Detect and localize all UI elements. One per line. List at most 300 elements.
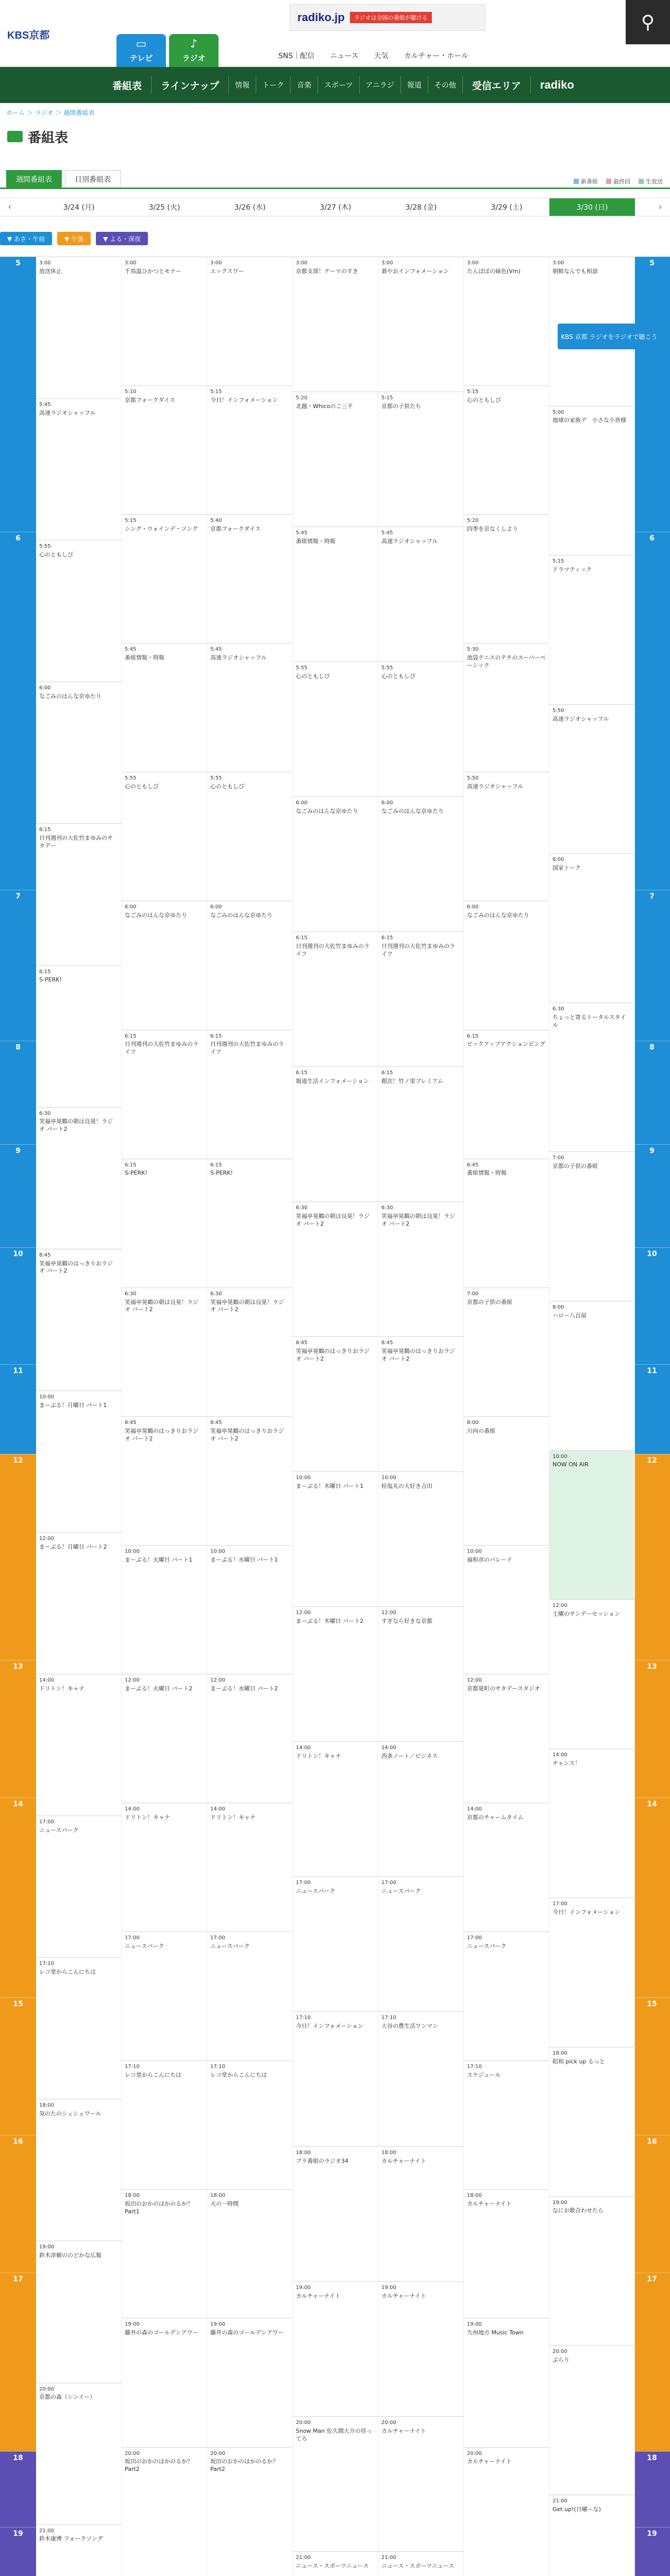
program-cell[interactable] bbox=[293, 1201, 378, 1336]
program-cell[interactable] bbox=[207, 1159, 293, 1287]
program-title[interactable]: 日刊週刊の大佐竹まゆみのライフ bbox=[125, 1041, 198, 1056]
program-cell[interactable] bbox=[378, 392, 464, 527]
program-time: 17:10 bbox=[210, 2064, 225, 2070]
program-cell[interactable] bbox=[293, 1066, 378, 1201]
program-title[interactable]: カルチャーナイト bbox=[467, 2200, 512, 2208]
program-title[interactable]: 昭和 pick up るっと bbox=[552, 2058, 605, 2065]
tab-tv[interactable] bbox=[116, 34, 166, 67]
program-title[interactable]: ニュース・スポーツニュース bbox=[381, 2562, 455, 2569]
program-time: 6:15 bbox=[210, 1033, 222, 1039]
program-title[interactable]: まーぶる！木曜日 パート2 bbox=[296, 1617, 364, 1624]
program-title[interactable]: 国家トーク bbox=[552, 865, 581, 872]
program-title[interactable]: 心のともしび bbox=[39, 551, 73, 558]
program-cell[interactable] bbox=[36, 2383, 122, 2524]
program-title[interactable]: 今日！インフォメーション bbox=[210, 396, 278, 403]
program-title[interactable]: 川向の番組 bbox=[467, 1427, 495, 1434]
program-cell[interactable] bbox=[549, 2196, 635, 2346]
program-cell[interactable] bbox=[122, 514, 207, 643]
program-cell[interactable] bbox=[122, 1674, 207, 1803]
date-tab-5[interactable]: 3/29 (土) bbox=[491, 204, 523, 212]
program-title[interactable]: まーぶる！木曜日 パート1 bbox=[296, 1482, 364, 1489]
program-cell[interactable] bbox=[293, 931, 378, 1066]
program-title[interactable]: なにお歌合わせたら bbox=[552, 2207, 604, 2214]
program-cell[interactable] bbox=[378, 662, 464, 796]
program-title[interactable]: 番組情報・時報 bbox=[467, 1170, 507, 1177]
program-title[interactable]: 心のともしび bbox=[210, 783, 244, 790]
program-title[interactable]: 高速ラジオシャッフル bbox=[467, 783, 524, 790]
program-cell[interactable] bbox=[378, 2416, 464, 2551]
band-morning-button[interactable]: ▼ あさ・午前 bbox=[0, 232, 52, 245]
program-cell[interactable] bbox=[464, 2060, 549, 2189]
tab-daily[interactable]: 日別番組表 bbox=[65, 170, 121, 188]
program-cell[interactable] bbox=[36, 1532, 122, 1674]
program-title[interactable]: 笑福亭晃鶴のはっきりおラジオ パート2 bbox=[381, 1347, 455, 1362]
program-title[interactable]: 京都夏町のサタデースタジオ bbox=[467, 1685, 540, 1692]
program-cell[interactable] bbox=[378, 2011, 464, 2146]
program-cell[interactable] bbox=[36, 257, 122, 398]
program-cell[interactable] bbox=[36, 823, 122, 965]
program-cell[interactable] bbox=[36, 965, 122, 1107]
program-title[interactable]: 笑福亭晃鶴のはっきりおラジオ パート2 bbox=[125, 1427, 198, 1442]
program-title[interactable]: チャンス！ bbox=[552, 1759, 581, 1767]
program-title[interactable]: 天の一時間 bbox=[210, 2200, 239, 2208]
program-cell[interactable] bbox=[378, 2551, 464, 2576]
program-title[interactable]: 京都の子供たち bbox=[381, 402, 421, 410]
program-cell[interactable] bbox=[464, 385, 549, 514]
program-title[interactable]: 番組情報・時報 bbox=[125, 654, 164, 662]
program-title[interactable]: 土曜のサンデーセッション bbox=[552, 1611, 621, 1618]
program-title[interactable]: 心のともしび bbox=[467, 396, 501, 403]
prev-week-icon[interactable]: ‹ bbox=[8, 201, 12, 212]
program-title[interactable]: NOW ON AIR bbox=[552, 1461, 589, 1468]
program-title[interactable]: ドリトン！キャナ bbox=[39, 1685, 85, 1692]
program-cell[interactable] bbox=[36, 1249, 122, 1391]
program-cell[interactable] bbox=[549, 555, 635, 704]
program-cell[interactable] bbox=[293, 796, 378, 931]
program-title[interactable]: ニュースパーク bbox=[210, 1943, 250, 1950]
program-title[interactable]: ドリトン！キャナ bbox=[125, 1814, 170, 1821]
program-title[interactable]: 高速ラジオシャッフル bbox=[39, 409, 96, 416]
program-time: 6:15 bbox=[381, 935, 393, 941]
site-logo[interactable] bbox=[7, 27, 49, 42]
date-tab-6[interactable]: 3/30 (日) bbox=[549, 198, 635, 216]
program-title[interactable]: カルチャーナイト bbox=[381, 2292, 426, 2299]
program-cell[interactable] bbox=[378, 931, 464, 1066]
program-cell[interactable] bbox=[464, 1674, 549, 1803]
program-title[interactable]: プラ番組のラジオ34 bbox=[296, 2157, 348, 2164]
program-title[interactable]: 日刊週刊の大佐竹まゆみのライフ bbox=[210, 1041, 284, 1056]
program-title[interactable]: ハロー八百屋 bbox=[552, 1312, 587, 1319]
program-title[interactable]: 坂田のおかのほかのるか？ Part2 bbox=[210, 2458, 278, 2473]
program-title[interactable]: 京都フォークダイス bbox=[210, 526, 261, 533]
top-link-sns[interactable]: SNS｜配信 bbox=[278, 52, 315, 60]
program-title[interactable]: レコ堂からこんにちは bbox=[210, 2072, 267, 2079]
program-title[interactable]: ニュースパーク bbox=[39, 1826, 79, 1834]
program-cell[interactable] bbox=[36, 1107, 122, 1249]
program-cell[interactable] bbox=[464, 1416, 549, 1545]
program-title[interactable]: S-PERK! bbox=[39, 976, 62, 984]
program-title[interactable]: 四季を京なくしよう bbox=[467, 526, 518, 533]
program-title[interactable]: 京都フォークダイス bbox=[125, 396, 175, 403]
program-title[interactable]: 笑福亭晃鶴のはっきりおラジオ パート2 bbox=[210, 1427, 284, 1442]
program-cell[interactable] bbox=[464, 1159, 549, 1287]
program-title[interactable]: 坂田のおかのほかのるか？ Part1 bbox=[125, 2200, 193, 2215]
program-title[interactable]: 藤井の森のゴールデンアワー bbox=[210, 2329, 284, 2336]
program-cell[interactable] bbox=[36, 682, 122, 823]
program-cell[interactable] bbox=[122, 1416, 207, 1545]
program-title[interactable]: まーぶる！火曜日 パート1 bbox=[125, 1556, 193, 1563]
program-cell[interactable] bbox=[378, 1336, 464, 1471]
program-title[interactable]: ニュースパーク bbox=[296, 1887, 336, 1894]
program-cell[interactable] bbox=[293, 1471, 378, 1606]
program-cell[interactable] bbox=[207, 1545, 293, 1674]
program-title[interactable]: レコ堂からこんにちは bbox=[39, 1969, 96, 1976]
program-title[interactable]: ドリトン！キャナ bbox=[210, 1814, 256, 1821]
program-title[interactable]: なごみのはんな京ゆたり bbox=[39, 693, 102, 700]
hour-label: 13 bbox=[634, 1660, 670, 1798]
program-time: 19:00 bbox=[296, 2285, 311, 2291]
program-title[interactable]: 今日！インフォメーション bbox=[296, 2022, 364, 2029]
program-cell[interactable] bbox=[122, 2447, 207, 2576]
program-cell[interactable] bbox=[122, 2318, 207, 2447]
program-title[interactable]: 桂塩丸の大好き吉田 bbox=[381, 1482, 432, 1489]
next-week-icon[interactable]: › bbox=[658, 201, 662, 212]
program-time: 12:00 bbox=[467, 1677, 482, 1683]
program-title[interactable]: 報道生活インフォメーション bbox=[296, 1077, 370, 1084]
program-cell[interactable] bbox=[378, 2146, 464, 2281]
program-title[interactable]: 高速ラジオシャッフル bbox=[381, 537, 438, 545]
program-title[interactable]: 笑福亭晃鶴のはっきりおラジオ パート2 bbox=[39, 1260, 113, 1275]
program-title[interactable]: 京都の子供の番組 bbox=[552, 1163, 598, 1170]
program-title[interactable]: すぎなら好きな京都 bbox=[381, 1617, 432, 1624]
band-afternoon-button[interactable]: ▼ 午後 bbox=[57, 232, 91, 245]
program-cell[interactable] bbox=[549, 1450, 635, 1600]
program-cell[interactable] bbox=[293, 662, 378, 796]
program-cell[interactable] bbox=[122, 901, 207, 1029]
program-title[interactable]: なごみのはんな京ゆたり bbox=[381, 807, 444, 815]
program-cell[interactable] bbox=[293, 1741, 378, 1876]
schedule-subtabs bbox=[6, 170, 121, 188]
program-title[interactable]: カルチャーナイト bbox=[467, 2458, 512, 2465]
program-cell[interactable] bbox=[207, 772, 293, 901]
program-cell[interactable] bbox=[464, 1803, 549, 1931]
program-title[interactable]: シング・ウォインデ・ソング bbox=[125, 526, 198, 533]
program-title[interactable]: S-PERK! bbox=[210, 1170, 233, 1177]
program-title[interactable]: ドリトン！キャナ bbox=[296, 1752, 341, 1759]
program-cell[interactable] bbox=[122, 385, 207, 514]
program-title[interactable]: カルチャーナイト bbox=[381, 2427, 426, 2434]
program-cell[interactable] bbox=[549, 2047, 635, 2196]
program-time: 21:00 bbox=[39, 2528, 54, 2534]
date-tab-0[interactable]: 3/24 (月) bbox=[63, 204, 95, 212]
top-link-weather[interactable]: 天気 bbox=[374, 52, 389, 60]
program-title[interactable]: 鈴木淳樹ののどかな広報 bbox=[39, 2252, 102, 2259]
breadcrumb[interactable]: ホーム ＞ ラジオ ＞ 週間番組表 bbox=[6, 109, 95, 116]
tab-weekly[interactable]: 週間番組表 bbox=[6, 170, 62, 188]
program-title[interactable]: Get up!(日曜ーな) bbox=[552, 2505, 601, 2513]
program-title[interactable]: スケジュール bbox=[467, 2072, 501, 2079]
program-title[interactable]: ちょっと寄るトータルスタイル bbox=[552, 1013, 626, 1028]
nav-item-info[interactable]: 情報 bbox=[229, 76, 256, 94]
date-tab-4[interactable]: 3/28 (金) bbox=[405, 204, 437, 212]
program-cell[interactable] bbox=[464, 514, 549, 643]
program-cell[interactable] bbox=[549, 1003, 635, 1152]
program-cell[interactable] bbox=[293, 1336, 378, 1471]
program-cell[interactable] bbox=[464, 901, 549, 1029]
nav-item-music[interactable]: 音楽 bbox=[291, 76, 318, 94]
program-title[interactable]: まーぶる！水曜日 パート1 bbox=[210, 1556, 278, 1563]
top-link-culture[interactable]: カルチャー・ホール bbox=[404, 52, 468, 60]
program-title[interactable]: ドラマティック bbox=[552, 566, 592, 573]
program-title[interactable]: ニュースパーク bbox=[467, 1943, 507, 1950]
program-cell[interactable] bbox=[207, 257, 293, 385]
program-cell[interactable] bbox=[122, 1931, 207, 2060]
nav-item-sports[interactable]: スポーツ bbox=[318, 76, 359, 94]
program-title[interactable]: 大谷の農生活ワンマン bbox=[381, 2022, 438, 2029]
nav-item-talk[interactable]: トーク bbox=[256, 76, 291, 94]
hour-label: 19 bbox=[0, 2527, 36, 2576]
program-cell[interactable] bbox=[122, 1545, 207, 1674]
program-title[interactable]: 地球の家族デ 小さな小皆様 bbox=[552, 417, 626, 424]
program-title[interactable]: たんぽぽの緑色(Vm) bbox=[467, 267, 521, 275]
logo-text: KBS京都 bbox=[7, 30, 50, 41]
band-night-button[interactable]: ▼ よる・深夜 bbox=[96, 232, 148, 245]
program-cell[interactable] bbox=[549, 406, 635, 555]
program-title[interactable]: 笑福亭晃鶴の朝は良晃！ラジオ パート2 bbox=[296, 1212, 370, 1227]
program-cell[interactable] bbox=[207, 385, 293, 514]
program-cell[interactable] bbox=[549, 704, 635, 854]
program-title[interactable]: ピックアップアクションピング bbox=[467, 1041, 546, 1048]
program-title[interactable]: 笑福亭晃鶴の朝は良晃！ラジオ パート2 bbox=[210, 1298, 284, 1313]
program-title[interactable]: 京都のチャームタイム bbox=[467, 1814, 524, 1821]
program-cell[interactable] bbox=[293, 257, 378, 392]
hour-label: 14 bbox=[0, 1798, 36, 1997]
top-link-news[interactable]: ニュース bbox=[330, 52, 359, 60]
program-cell[interactable] bbox=[293, 527, 378, 662]
program-cell[interactable] bbox=[293, 2551, 378, 2576]
program-title[interactable]: 高速ラジオシャッフル bbox=[552, 715, 609, 722]
top-links bbox=[278, 50, 468, 61]
program-cell[interactable] bbox=[549, 1151, 635, 1301]
program-title[interactable]: 心のともしび bbox=[125, 783, 159, 790]
program-title[interactable]: なごみのはんな京ゆたり bbox=[210, 912, 273, 919]
program-title[interactable]: 京都の森（シンイー） bbox=[39, 2394, 96, 2401]
program-title[interactable]: 西条ノート／ビジネス bbox=[381, 1752, 438, 1759]
program-title[interactable]: 笑福亭晃鶴の朝は良晃！ラジオ パート2 bbox=[125, 1298, 198, 1313]
program-title[interactable]: 今日！インフォメーション bbox=[552, 1909, 621, 1916]
program-cell[interactable] bbox=[122, 1159, 207, 1287]
program-cell[interactable] bbox=[207, 1803, 293, 1931]
nav-item-lineup[interactable]: ラインナップ bbox=[152, 76, 229, 94]
program-title[interactable]: 笑福亭晃鶴の朝は良晃！ラジオ パート2 bbox=[381, 1212, 455, 1227]
nav-item-other[interactable]: その他 bbox=[428, 76, 463, 94]
program-title[interactable]: 高速ラジオシャッフル bbox=[210, 654, 267, 662]
program-title[interactable]: ニュースパーク bbox=[381, 1887, 421, 1894]
program-title[interactable]: 碁やおインフォメーション bbox=[381, 267, 449, 275]
nav-item-area[interactable]: 受信エリア bbox=[463, 76, 531, 94]
program-cell[interactable] bbox=[464, 643, 549, 772]
program-title[interactable]: 朝鮮なんでも相談 bbox=[552, 267, 598, 275]
program-cell[interactable] bbox=[122, 1030, 207, 1159]
program-title[interactable]: カルチャーナイト bbox=[296, 2292, 341, 2299]
program-title[interactable]: エックスワー bbox=[210, 267, 244, 275]
program-cell[interactable] bbox=[464, 1931, 549, 2060]
program-cell[interactable] bbox=[464, 2189, 549, 2318]
program-title[interactable]: 北越・Whicoのこ三平 bbox=[296, 402, 353, 410]
program-title[interactable]: 放送休止 bbox=[39, 267, 62, 275]
program-title[interactable]: 日刊週刊の大佐竹まゆみのサタデー bbox=[39, 835, 113, 850]
program-time: 12:00 bbox=[381, 1610, 396, 1616]
nav-item-news[interactable]: 報道 bbox=[401, 76, 428, 94]
program-cell[interactable] bbox=[464, 1287, 549, 1416]
program-cell[interactable] bbox=[36, 1957, 122, 2099]
program-cell[interactable] bbox=[36, 2524, 122, 2576]
program-cell[interactable] bbox=[293, 1606, 378, 1741]
program-cell[interactable] bbox=[378, 1876, 464, 2011]
date-tab-3[interactable]: 3/27 (木) bbox=[320, 204, 351, 212]
program-cell[interactable] bbox=[464, 2447, 549, 2576]
program-cell[interactable] bbox=[207, 514, 293, 643]
program-cell[interactable] bbox=[36, 2099, 122, 2241]
program-cell[interactable] bbox=[122, 2060, 207, 2189]
program-time: 8:00 bbox=[467, 1419, 479, 1426]
program-cell[interactable] bbox=[207, 2447, 293, 2576]
date-tab-1[interactable]: 3/25 (火) bbox=[148, 204, 180, 212]
program-cell[interactable] bbox=[378, 1201, 464, 1336]
program-title[interactable]: 福和彦のパレード bbox=[467, 1556, 512, 1563]
program-cell[interactable] bbox=[464, 1030, 549, 1159]
program-cell[interactable] bbox=[464, 772, 549, 901]
program-title[interactable]: ニュースパーク bbox=[125, 1943, 164, 1950]
program-cell[interactable] bbox=[122, 772, 207, 901]
program-title[interactable]: 藤井の森のゴールデンアワー bbox=[125, 2329, 198, 2336]
nav-item-anime[interactable]: アニラジ bbox=[360, 76, 401, 94]
tab-radio[interactable] bbox=[169, 34, 219, 67]
program-cell[interactable] bbox=[207, 1030, 293, 1159]
program-cell[interactable] bbox=[207, 1416, 293, 1545]
program-cell[interactable] bbox=[293, 1876, 378, 2011]
program-title[interactable]: まーぶる！火曜日 パート2 bbox=[125, 1685, 193, 1692]
program-cell[interactable] bbox=[36, 2241, 122, 2382]
program-title[interactable]: ぶらり bbox=[552, 2356, 569, 2363]
program-time: 17:00 bbox=[210, 1935, 225, 1941]
program-cell[interactable] bbox=[549, 1599, 635, 1749]
program-cell[interactable] bbox=[122, 2189, 207, 2318]
program-cell[interactable] bbox=[36, 540, 122, 682]
program-title[interactable]: ニュース・スポーツニュース bbox=[296, 2562, 369, 2569]
program-title[interactable]: 京都の子供の番組 bbox=[467, 1298, 512, 1306]
program-cell[interactable] bbox=[378, 1471, 464, 1606]
program-cell[interactable] bbox=[122, 257, 207, 385]
program-cell[interactable] bbox=[207, 2060, 293, 2189]
program-title[interactable]: 気のたのシェシェワール bbox=[39, 2110, 102, 2117]
nav-item-radiko[interactable]: radiko bbox=[540, 78, 574, 91]
program-cell[interactable] bbox=[549, 2495, 635, 2576]
program-cell[interactable] bbox=[293, 2146, 378, 2281]
radiko-banner[interactable] bbox=[290, 4, 485, 31]
program-cell[interactable] bbox=[207, 2189, 293, 2318]
program-title[interactable]: 坂田のおかのほかのるか？ Part2 bbox=[125, 2458, 193, 2473]
program-cell[interactable] bbox=[378, 1606, 464, 1741]
date-tab-2[interactable]: 3/26 (水) bbox=[234, 204, 266, 212]
program-cell[interactable] bbox=[207, 1674, 293, 1803]
program-cell[interactable] bbox=[207, 901, 293, 1029]
program-time: 18:00 bbox=[210, 2193, 225, 2199]
program-title[interactable]: なごみのはんな京ゆたり bbox=[125, 912, 187, 919]
program-title[interactable]: 番組情報・時報 bbox=[296, 537, 336, 545]
program-title[interactable]: 京都支部！テーマのすき bbox=[296, 267, 358, 275]
program-cell[interactable] bbox=[464, 2318, 549, 2447]
program-title[interactable]: 心のともしび bbox=[296, 672, 330, 680]
program-title[interactable]: 心のともしび bbox=[381, 672, 415, 680]
program-title[interactable]: 千鳥温ひかつとモナー bbox=[125, 267, 181, 275]
program-cell[interactable] bbox=[207, 2318, 293, 2447]
program-title[interactable]: 日刊週刊の大佐竹まゆみのライフ bbox=[296, 942, 370, 957]
program-title[interactable]: カルチャーナイト bbox=[381, 2157, 426, 2164]
program-cell[interactable] bbox=[122, 643, 207, 772]
program-title[interactable]: まーぶる！月曜日 パート1 bbox=[39, 1401, 107, 1409]
search-button[interactable] bbox=[626, 0, 670, 44]
program-title[interactable]: S-PERK! bbox=[125, 1170, 147, 1177]
program-time: 6:15 bbox=[39, 969, 51, 975]
program-cell[interactable] bbox=[36, 1816, 122, 1957]
program-title[interactable]: 九州地方 Music Town bbox=[467, 2329, 524, 2336]
program-cell[interactable] bbox=[36, 1391, 122, 1532]
program-title[interactable]: 池袋テニスのテチのスーパーベーシック bbox=[467, 654, 546, 669]
program-cell[interactable] bbox=[122, 1803, 207, 1931]
program-cell[interactable] bbox=[207, 1287, 293, 1416]
program-cell[interactable] bbox=[378, 1066, 464, 1201]
program-cell[interactable] bbox=[293, 392, 378, 527]
program-cell[interactable] bbox=[293, 2416, 378, 2551]
program-cell[interactable] bbox=[378, 796, 464, 931]
program-cell[interactable] bbox=[378, 2281, 464, 2416]
program-title[interactable]: レコ堂からこんにちは bbox=[125, 2072, 181, 2079]
program-cell[interactable] bbox=[207, 643, 293, 772]
program-cell[interactable] bbox=[378, 257, 464, 392]
program-title[interactable]: 銀次！竹ノ里ブレミアム bbox=[381, 1077, 443, 1084]
program-time: 6:30 bbox=[381, 1205, 393, 1211]
program-cell[interactable] bbox=[378, 1741, 464, 1876]
promo-banner[interactable]: KBS 京都 ラジオをラジオで聴こう bbox=[558, 324, 661, 349]
program-title[interactable]: 日刊週刊の大佐竹まゆみのライフ bbox=[381, 942, 455, 957]
program-cell[interactable] bbox=[464, 1545, 549, 1674]
program-title[interactable]: なごみのはんな京ゆたり bbox=[296, 807, 358, 815]
program-title[interactable]: まーぶる！水曜日 パート2 bbox=[210, 1685, 278, 1692]
program-cell[interactable] bbox=[36, 398, 122, 540]
program-cell[interactable] bbox=[293, 2011, 378, 2146]
program-title[interactable]: なごみのはんな京ゆたり bbox=[467, 912, 529, 919]
program-cell[interactable] bbox=[293, 2281, 378, 2416]
program-title[interactable]: Snow Man 佐久間大介の待ってろ bbox=[296, 2427, 372, 2442]
program-cell[interactable] bbox=[549, 1897, 635, 2047]
program-cell[interactable] bbox=[122, 1287, 207, 1416]
program-cell[interactable] bbox=[207, 1931, 293, 2060]
program-cell[interactable] bbox=[549, 1749, 635, 1898]
program-cell[interactable] bbox=[549, 853, 635, 1003]
program-cell[interactable] bbox=[464, 257, 549, 385]
program-cell[interactable] bbox=[378, 527, 464, 662]
program-time: 6:45 bbox=[467, 1162, 479, 1168]
program-title[interactable]: 鈴木康博 フォークソング bbox=[39, 2535, 103, 2543]
program-title[interactable]: 笑福亭晃鶴のはっきりおラジオ パート2 bbox=[296, 1347, 370, 1362]
program-cell[interactable] bbox=[549, 2345, 635, 2495]
program-title[interactable]: まーぶる！月曜日 パート2 bbox=[39, 1543, 107, 1550]
nav-item-schedule[interactable]: 番組表 bbox=[103, 76, 152, 94]
program-title[interactable]: 笑福亭晃鶴の朝は良晃！ラジオ パート2 bbox=[39, 1118, 113, 1133]
program-cell[interactable] bbox=[549, 1301, 635, 1450]
program-cell[interactable] bbox=[36, 1674, 122, 1816]
